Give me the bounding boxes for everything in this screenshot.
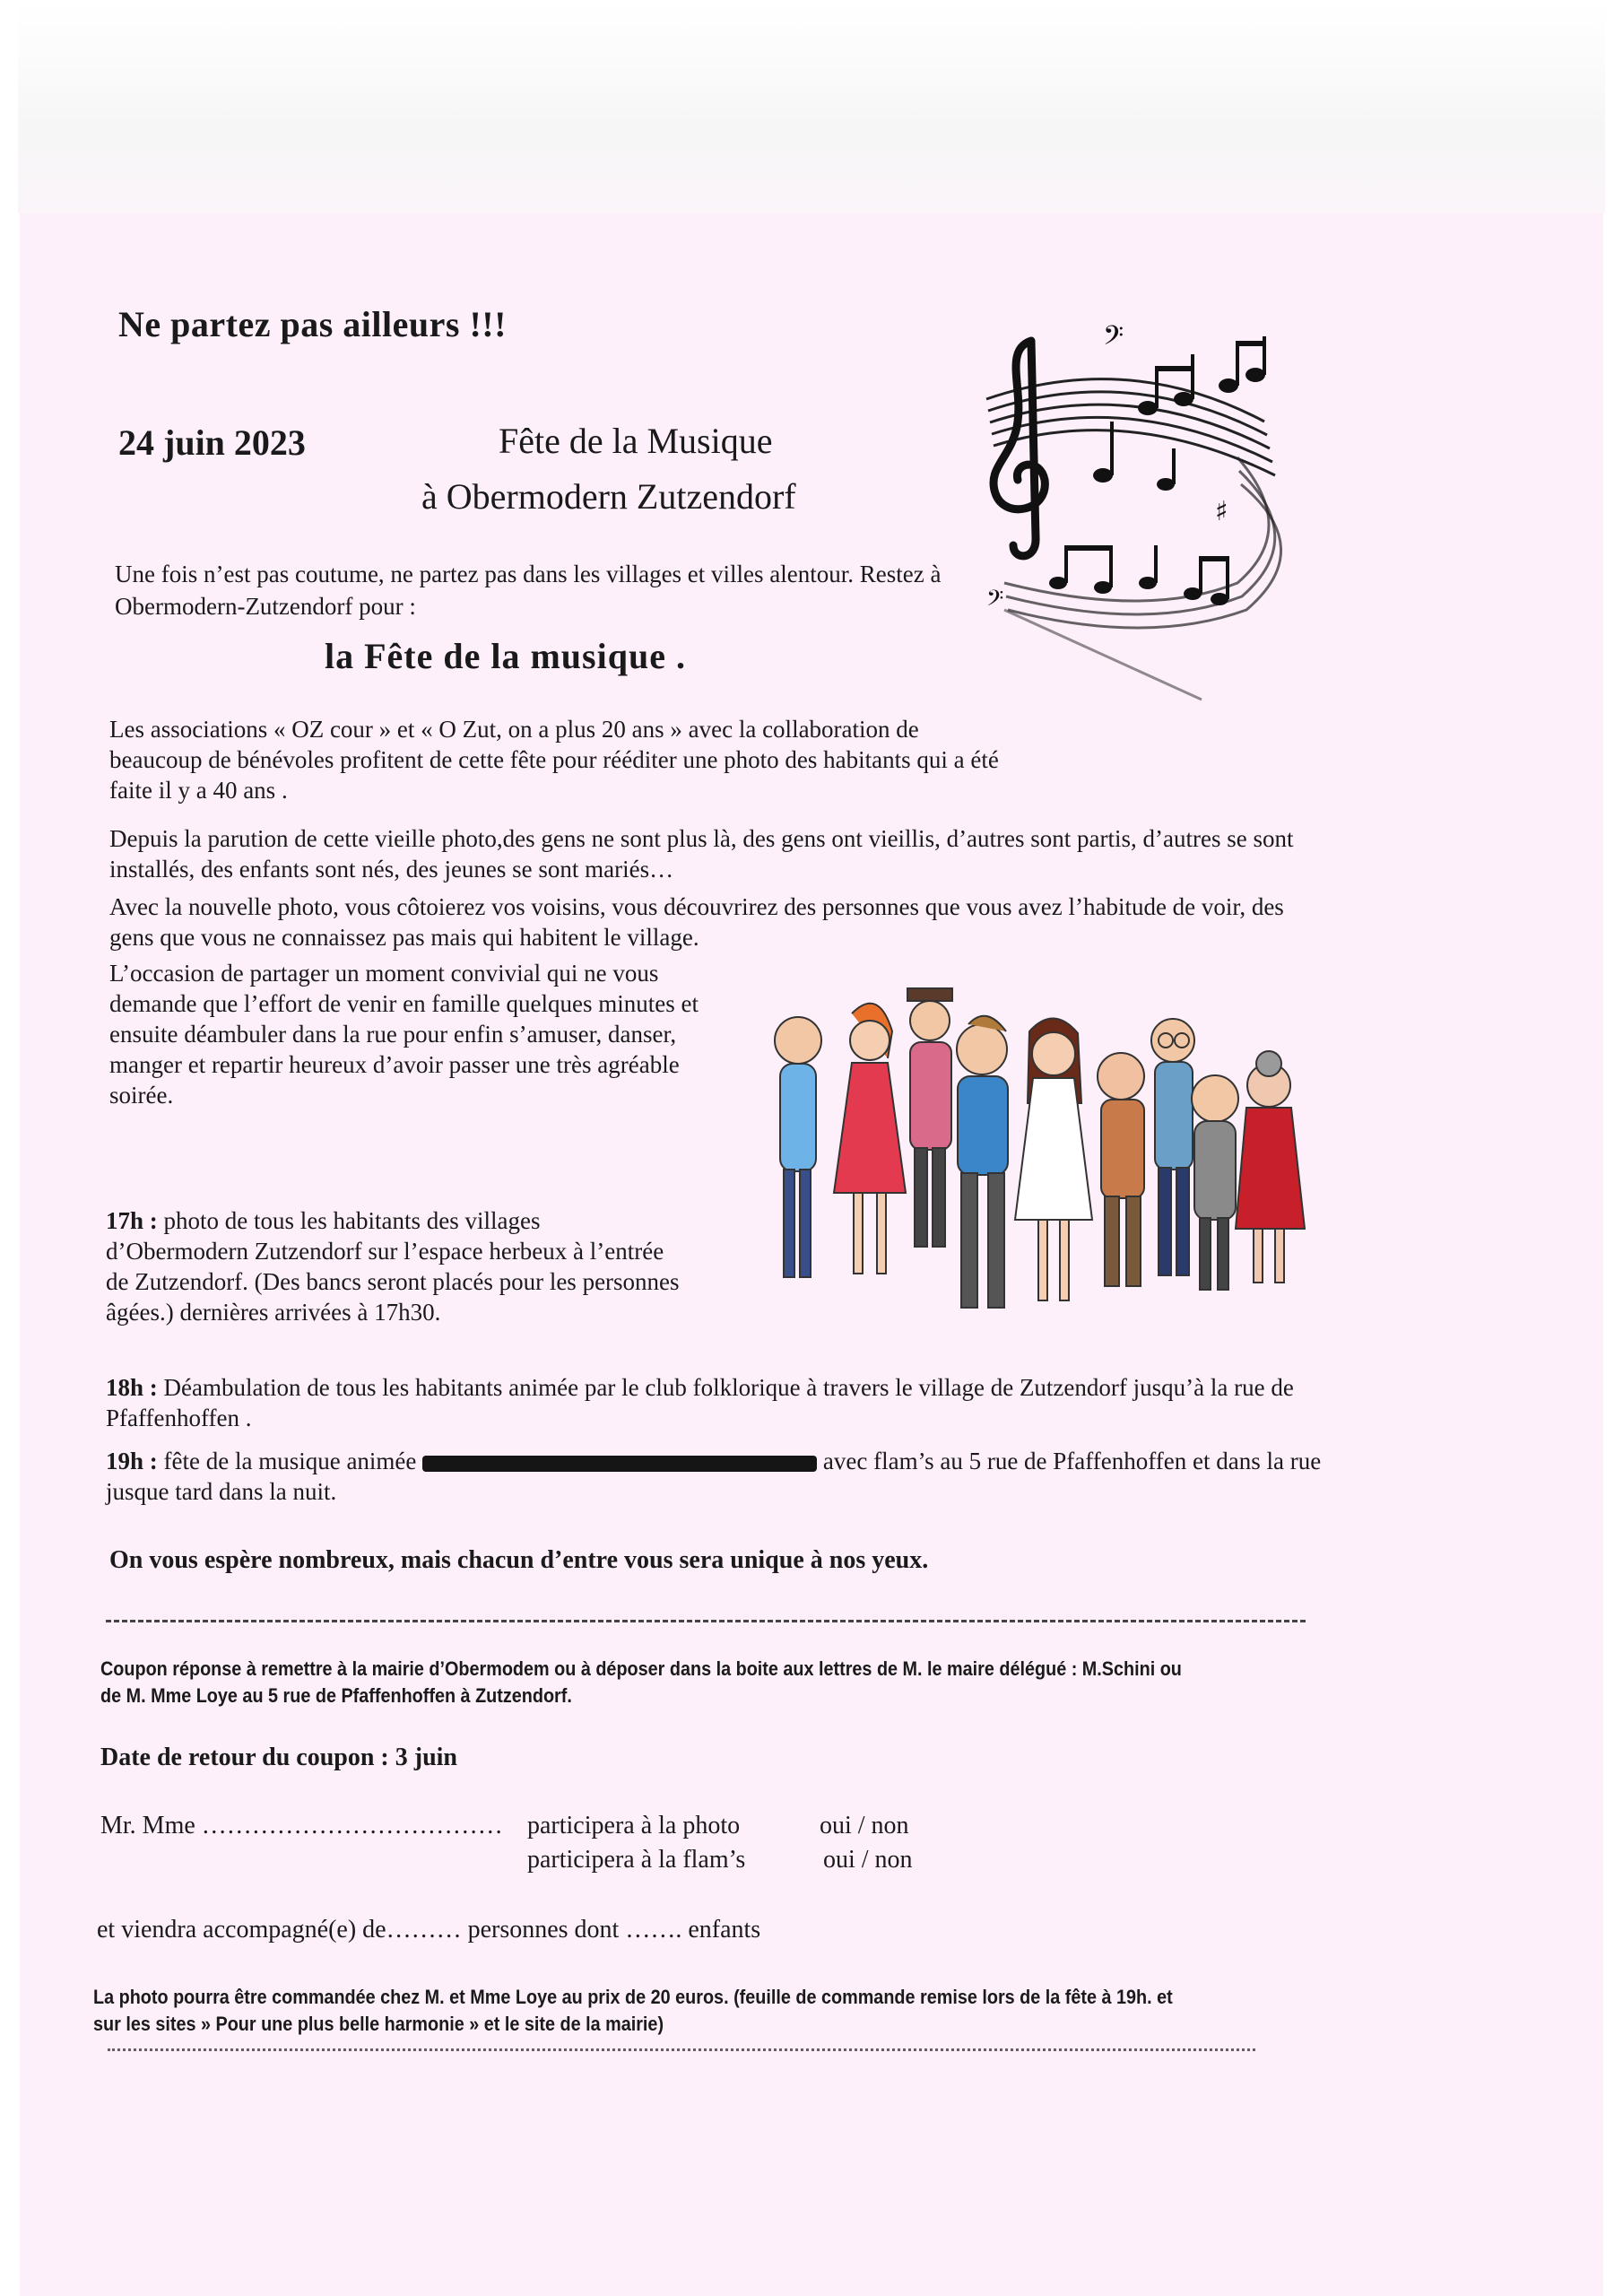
schedule-18h — [106, 1372, 1325, 1433]
order-note: La photo pourra être commandée chez M. et Mme Loye au prix de 20 euros. (feuille de commande remise lors de la fête à 19h. et sur les sites » Pour une plus belle harmonie » et le site de la mairie) — [93, 1986, 1173, 2035]
paragraph-new-photo: Avec la nouvelle photo, vous côtoierez vos voisins, vous découvrirez des personnes que vous avez l’habitude de voir, des gens que vous ne connaissez pas mais qui habitent le village. — [109, 893, 1284, 951]
schedule-17h — [106, 1205, 680, 1327]
event-title: Fête de la Musique — [499, 421, 773, 461]
closing-line: On vous espère nombreux, mais chacun d’entre vous sera unique à nos yeux. — [109, 1546, 929, 1574]
schedule-19h-text-after: avec flam’s au 5 rue de Pfaffenhoffen et dans la rue jusque tard dans la nuit. — [106, 1448, 1322, 1505]
schedule-17h-text: photo de tous les habitants des villages d’Obermodern Zutzendorf sur l’espace herbeux à l’entrée de Zutzendorf. (Des bancs seront placés pour les personnes âgées.) dernières arrivées à 17h30. — [106, 1207, 680, 1326]
paragraph-occasion: L’occasion de partager un moment convivial qui ne vous demande que l’effort de venir en famille quelques minutes et ensuite déambuler dans la rue pour enfin s’amuser, danser, manger et repartir heureux d’avoir passer une très agréable soirée. — [109, 960, 699, 1109]
main-title: la Fête de la musique . — [325, 636, 686, 676]
coupon-flams-choice[interactable]: oui / non — [823, 1846, 913, 1874]
schedule-19h-text-before: fête de la musique animée — [157, 1448, 423, 1474]
svg-text:♯: ♯ — [1215, 496, 1228, 527]
coupon-photo-choice[interactable]: oui / non — [820, 1812, 909, 1839]
cut-off-text-line — [108, 2048, 1255, 2051]
intro-text: Une fois n’est pas coutume, ne partez pas dans les villages et villes alentour. Restez à Obermodern-Zutzendorf pour : — [115, 561, 942, 620]
coupon-name-field[interactable]: Mr. Mme ……………………………… — [100, 1812, 503, 1839]
coupon-photo-label: participera à la photo — [527, 1812, 741, 1839]
people-crowd-illustration — [744, 978, 1318, 1354]
treble-clef-icon — [994, 341, 1045, 556]
music-notes-illustration — [968, 314, 1309, 744]
paragraph-associations: Les associations « OZ cour » et « O Zut, on a plus 20 ans » avec la collaboration de beaucoup de bénévoles profitent de cette fête pour rééditer une photo des habitants qui a été faite il y a 40 ans . — [109, 716, 999, 804]
event-location: à Obermodern Zutzendorf — [421, 476, 796, 517]
paragraph-old-photo: Depuis la parution de cette vieille photo,des gens ne sont plus là, des gens ont vieillis, d’autres sont partis, d’autres se sont installés, des enfants sont nés, des jeunes se sont mariés… — [109, 825, 1294, 883]
coupon-accompanied-field[interactable]: et viendra accompagné(e) de……… personnes dont ……. enfants — [97, 1916, 761, 1944]
coupon-flams-label: participera à la flam’s — [527, 1846, 746, 1874]
coupon-return-date: Date de retour du coupon : 3 juin — [100, 1744, 458, 1771]
redaction-mark — [422, 1456, 817, 1472]
schedule-19h — [106, 1446, 1325, 1507]
event-date: 24 juin 2023 — [118, 422, 306, 463]
svg-text:𝄢: 𝄢 — [986, 586, 1004, 617]
schedule-18h-time: 18h : — [106, 1374, 158, 1401]
scan-top-margin — [18, 0, 1605, 213]
svg-text:𝄢: 𝄢 — [1103, 321, 1124, 358]
schedule-19h-time: 19h : — [106, 1448, 158, 1474]
coupon-cut-line — [106, 1620, 1306, 1622]
tagline-heading: Ne partez pas ailleurs !!! — [118, 304, 507, 344]
coupon-instructions: Coupon réponse à remettre à la mairie d’Obermodem ou à déposer dans la boite aux lettres de M. le maire délégué : M.Schini ou de M. Mme Loye au 5 rue de Pfaffenhoffen à Zutzendorf. — [100, 1657, 1182, 1707]
schedule-17h-time: 17h : — [106, 1207, 158, 1234]
schedule-18h-text: Déambulation de tous les habitants animée par le club folklorique à travers le village de Zutzendorf jusqu’à la rue de Pfaffenhoffen . — [106, 1374, 1294, 1431]
